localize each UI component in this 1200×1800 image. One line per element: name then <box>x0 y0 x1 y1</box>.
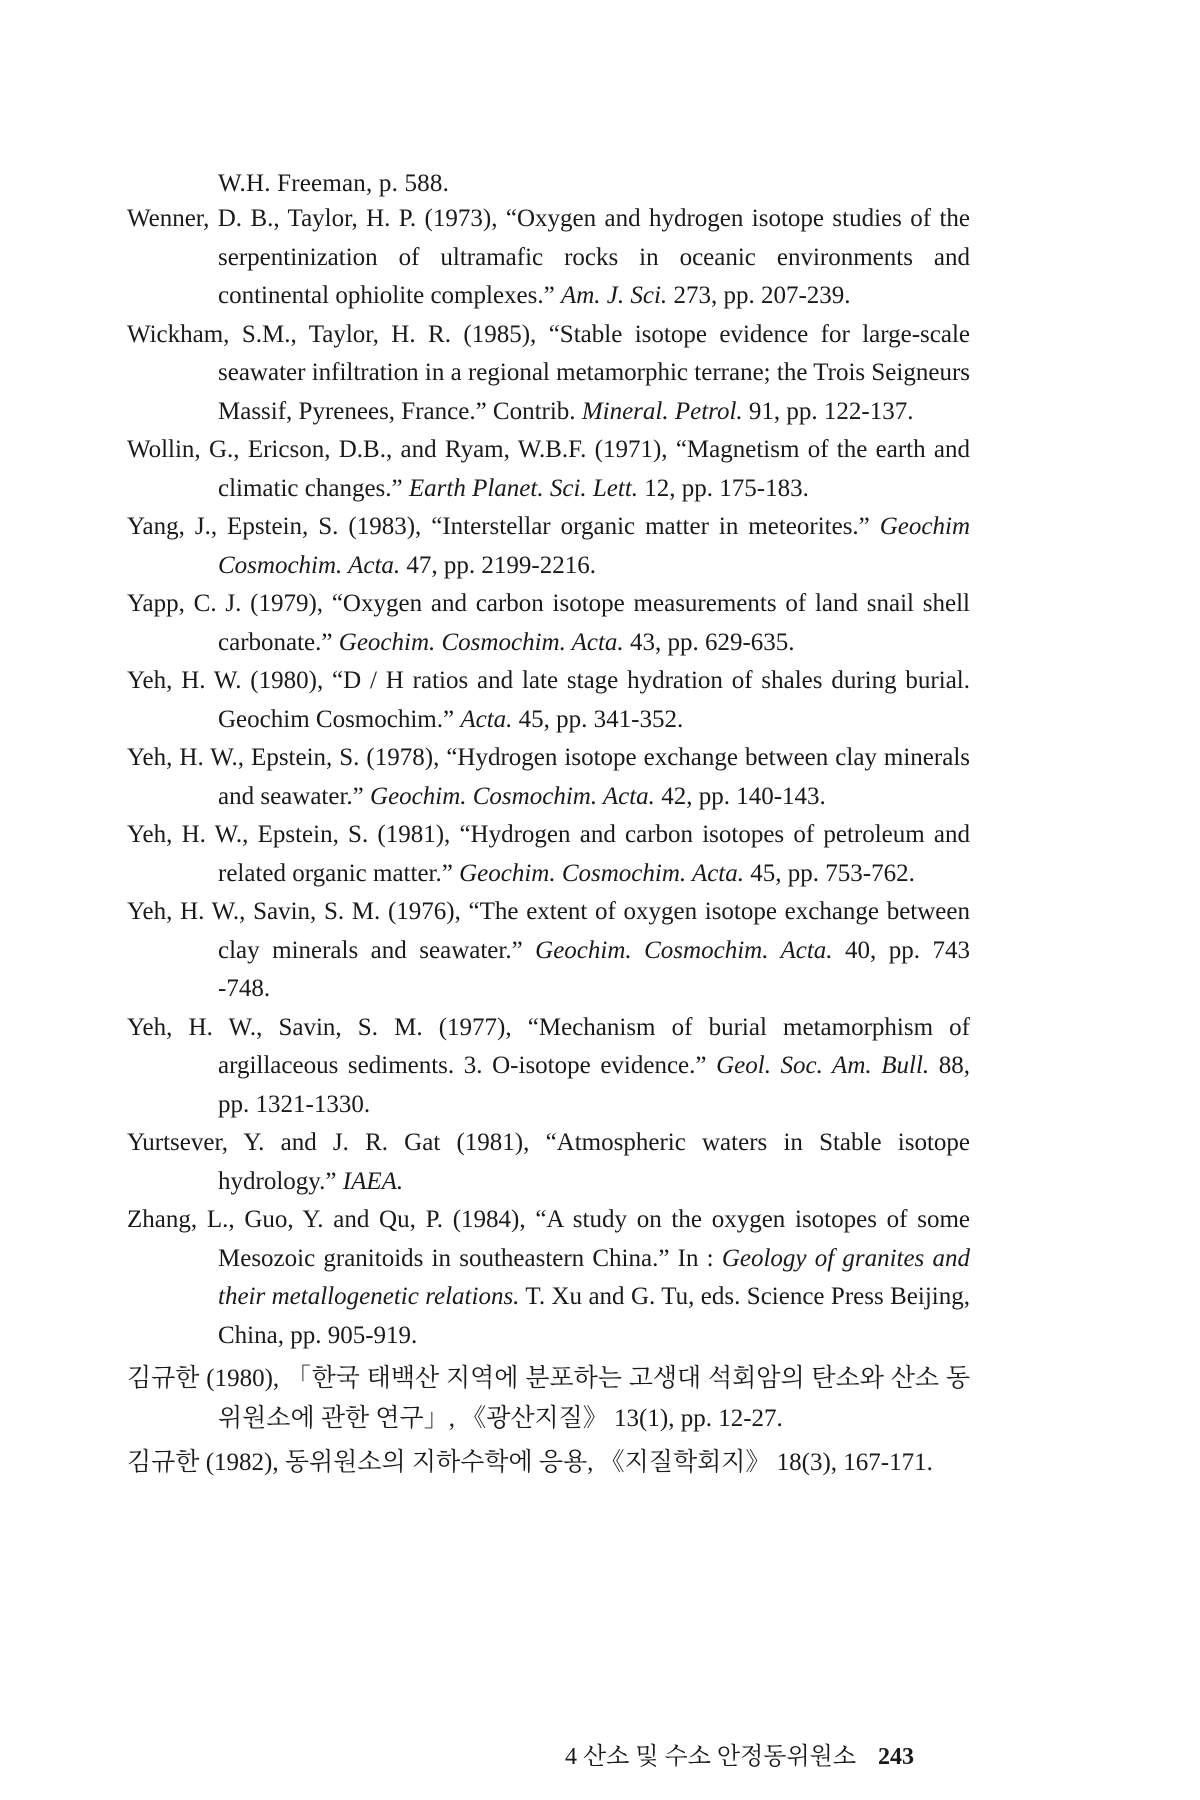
page-footer <box>565 1742 914 1772</box>
reference-entry: Yeh, H. W., Savin, S. M. (1976), “The extent of oxygen isotope exchange between clay minerals and seawater.” Geochim. Cosmochim. Acta. 40, pp. 743 -748. <box>127 898 970 1002</box>
journal-name: Earth Planet. Sci. Lett. <box>408 474 639 502</box>
journal-name: Geol. Soc. Am. Bull. <box>716 1052 930 1079</box>
reference-entry: Yapp, C. J. (1979), “Oxygen and carbon isotope measurements of land snail shell carbonate.” Geochim. Cosmochim. Acta. 43, pp. 629-635. <box>127 590 970 656</box>
journal-name: Am. J. Sci. <box>560 282 668 309</box>
reference-entry: Yeh, H. W. (1980), “D / H ratios and late stage hydration of shales during burial. Geochim Cosmochim.” Acta. 45, pp. 341-352. <box>127 667 970 733</box>
reference-entry: Yang, J., Epstein, S. (1983), “Interstellar organic matter in meteorites.” Geochim Cosmochim. Acta. 47, pp. 2199-2216. <box>127 513 970 579</box>
reference-entry: Yeh, H. W., Epstein, S. (1981), “Hydrogen and carbon isotopes of petroleum and related organic matter.” Geochim. Cosmochim. Acta. 45, pp. 753-762. <box>127 821 970 887</box>
journal-name: Geochim. Cosmochim. Acta. <box>338 628 624 656</box>
journal-name: Mineral. Petrol. <box>581 397 743 425</box>
reference-entry: Yeh, H. W., Savin, S. M. (1977), “Mechanism of burial metamorphism of argillaceous sediments. 3. O-isotope evidence.” Geol. Soc. Am. Bull. 88, pp. 1321-1330. <box>127 1013 971 1118</box>
reference-entry: Zhang, L., Guo, Y. and Qu, P. (1984), “A study on the oxygen isotopes of some Mesozoic granitoids in southeastern China.” In : Geology of granites and their metallogenetic relations. T. Xu and G. Tu, eds. Science Press Beijing, China, pp. 905-919. <box>127 1206 970 1349</box>
reference-entry: Wollin, G., Ericson, D.B., and Ryam, W.B.F. (1971), “Magnetism of the earth and climatic changes.” Earth Planet. Sci. Lett. 12, pp. 175-183. <box>127 436 970 502</box>
journal-name: Geology of granites and their metallogenetic relations. <box>218 1244 970 1310</box>
reference-entry: Yeh, H. W., Epstein, S. (1978), “Hydrogen isotope exchange between clay minerals and seawater.” Geochim. Cosmochim. Acta. 42, pp. 140-143. <box>127 744 970 810</box>
journal-name: Acta. <box>460 705 513 733</box>
running-footer-title: 4 산소 및 수소 안정동위원소 <box>565 1744 857 1770</box>
journal-name: Geochim. Cosmochim. Acta. <box>459 859 745 887</box>
reference-entry: Wickham, S.M., Taylor, H. R. (1985), “Stable isotope evidence for large-scale seawater infiltration in a regional metamorphic terrane; the Trois Seigneurs Massif, Pyrenees, France.” Contrib. Mineral. Petrol. 91, pp. 122-137. <box>127 320 970 425</box>
korean-reference-entry: 김규한 (1982), 동위원소의 지하수학에 응용, 《지질학회지》 18(3), 167-171. <box>127 1449 933 1476</box>
journal-name: Geochim Cosmochim. Acta. <box>218 513 970 579</box>
reference-entry: Yurtsever, Y. and J. R. Gat (1981), “Atmospheric waters in Stable isotope hydrology.” IAEA. <box>127 1129 970 1195</box>
page-number: 243 <box>878 1744 915 1770</box>
journal-name: IAEA. <box>342 1167 404 1195</box>
reference-continuation: W.H. Freeman, p. 588. <box>218 170 450 197</box>
reference-entry: Wenner, D. B., Taylor, H. P. (1973), “Oxygen and hydrogen isotope studies of the serpentinization of ultramafic rocks in oceanic environments and continental ophiolite complexes.” Am. J. Sci. 273, pp. 207-239. <box>127 205 970 309</box>
korean-reference-entry: 김규한 (1980), 「한국 태백산 지역에 분포하는 고생대 석회암의 탄소와 산소 동위원소에 관한 연구」, 《광산지질》 13(1), pp. 12-27. <box>127 1365 970 1432</box>
journal-name: Geochim. Cosmochim. Acta. <box>535 936 833 964</box>
reference-list <box>127 200 970 1483</box>
journal-name: Geochim. Cosmochim. Acta. <box>370 782 655 810</box>
